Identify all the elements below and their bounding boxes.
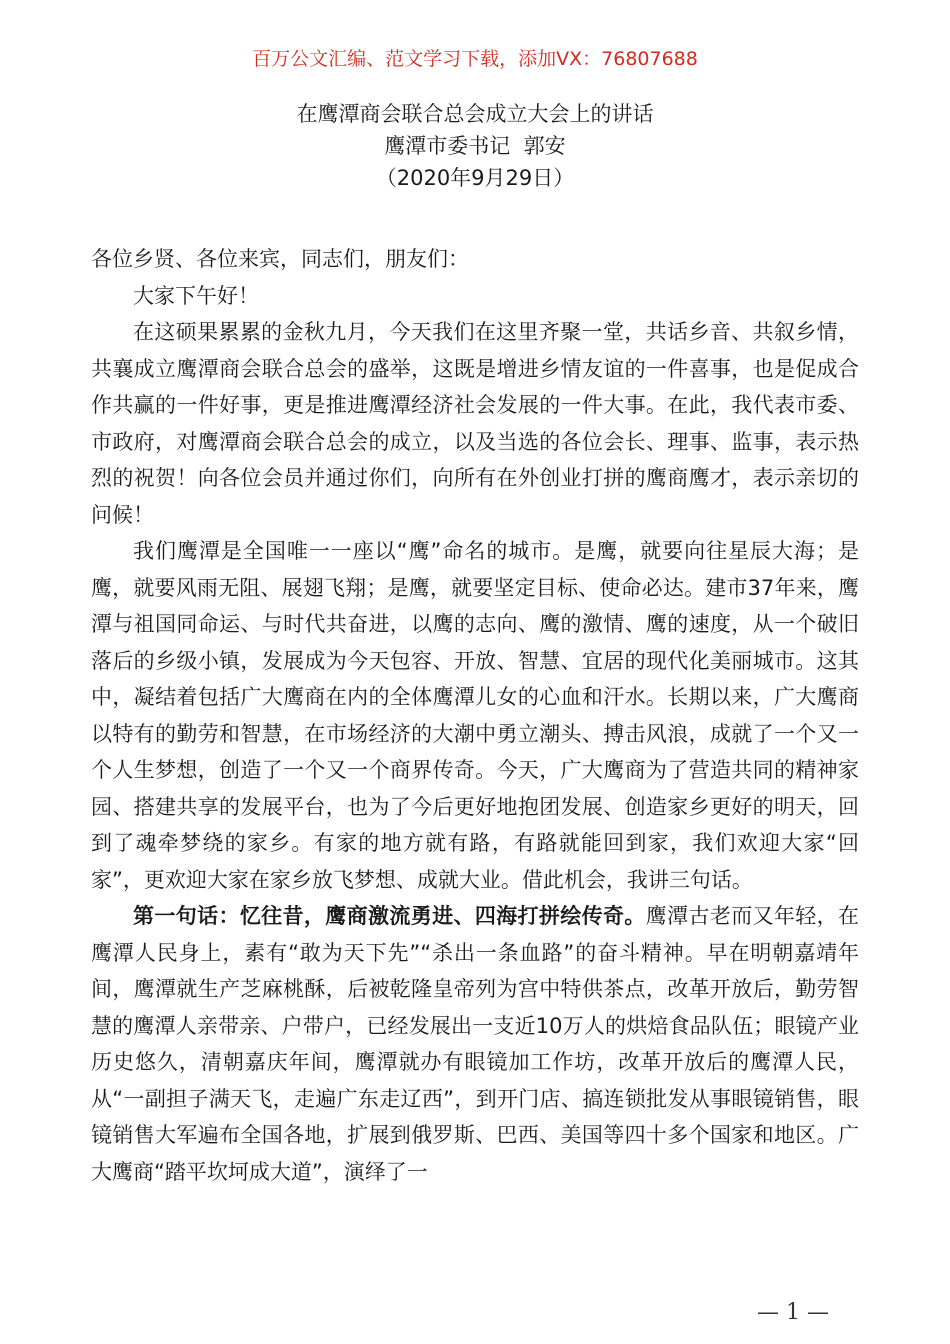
paragraph-3 — [91, 898, 859, 1190]
document-date: （2020年9月29日） — [375, 166, 575, 190]
paragraph-3-text: 鹰潭古老而又年轻，在鹰潭人民身上，素有“敢为天下先”“杀出一条血路”的奋斗精神。早在明朝嘉靖年间，鹰潭就生产芝麻桃酥，后被乾隆皇帝列为宫中特供茶点，改革开放后，勤劳智慧的鹰潭人亲带亲、户带户，已经发展出一支近10万人的烘焙食品队伍；眼镜产业历史悠久，清朝嘉庆年间，鹰潭就办有眼镜加工作坊，改革开放后的鹰潭人民，从“一副担子满天飞，走遍广东走辽西”，到开门店、搞连锁批发从事眼镜销售，眼镜销售大军遍布全国各地，扩展到俄罗斯、巴西、美国等四十多个国家和地区。广大鹰商“踏平坎坷成大道”，演绎了一 — [91, 904, 860, 1184]
title-block — [0, 98, 950, 194]
section-heading-1: 第一句话：忆往昔，鹰商激流勇进、四海打拼绘传奇。 — [133, 904, 646, 928]
header-banner: 百万公文汇编、范文学习下载，添加VX：76807688 — [252, 48, 698, 70]
speech-body — [91, 241, 859, 1190]
document-author: 鹰潭市委书记 郭安 — [384, 134, 566, 158]
salutation: 各位乡贤、各位来宾，同志们，朋友们： — [91, 247, 469, 271]
greeting: 大家下午好！ — [133, 283, 259, 308]
paragraph-1: 在这硕果累累的金秋九月，今天我们在这里齐聚一堂，共话乡音、共叙乡情，共襄成立鹰潭商会联合总会的盛举，这既是增进乡情友谊的一件喜事，也是促成合作共赢的一件好事，更是推进鹰潭经济社会发展的一件大事。在此，我代表市委、市政府，对鹰潭商会联合总会的成立，以及当选的各位会长、理事、监事，表示热烈的祝贺！向各位会员并通过你们，向所有在外创业打拼的鹰商鹰才，表示亲切的问候！ — [91, 320, 859, 527]
paragraph-2: 我们鹰潭是全国唯一一座以“鹰”命名的城市。是鹰，就要向往星辰大海；是鹰，就要风雨无阻、展翅飞翔；是鹰，就要坚定目标、使命必达。建市37年来，鹰潭与祖国同命运、与时代共奋进，以鹰的志向、鹰的激情、鹰的速度，从一个破旧落后的乡级小镇，发展成为今天包容、开放、智慧、宜居的现代化美丽城市。这其中，凝结着包括广大鹰商在内的全体鹰潭儿女的心血和汗水。长期以来，广大鹰商以特有的勤劳和智慧，在市场经济的大潮中勇立潮头、搏击风浪，成就了一个又一个人生梦想，创造了一个又一个商界传奇。今天，广大鹰商为了营造共同的精神家园、搭建共享的发展平台，也为了今后更好地抱团发展、创造家乡更好的明天，回到了魂牵梦绕的家乡。有家的地方就有路，有路就能回到家，我们欢迎大家“回家”，更欢迎大家在家乡放飞梦想、成就大业。借此机会，我讲三句话。 — [91, 539, 859, 892]
document-title: 在鹰潭商会联合总会成立大会上的讲话 — [296, 102, 654, 126]
page-number: — 1 — — [757, 1300, 829, 1325]
